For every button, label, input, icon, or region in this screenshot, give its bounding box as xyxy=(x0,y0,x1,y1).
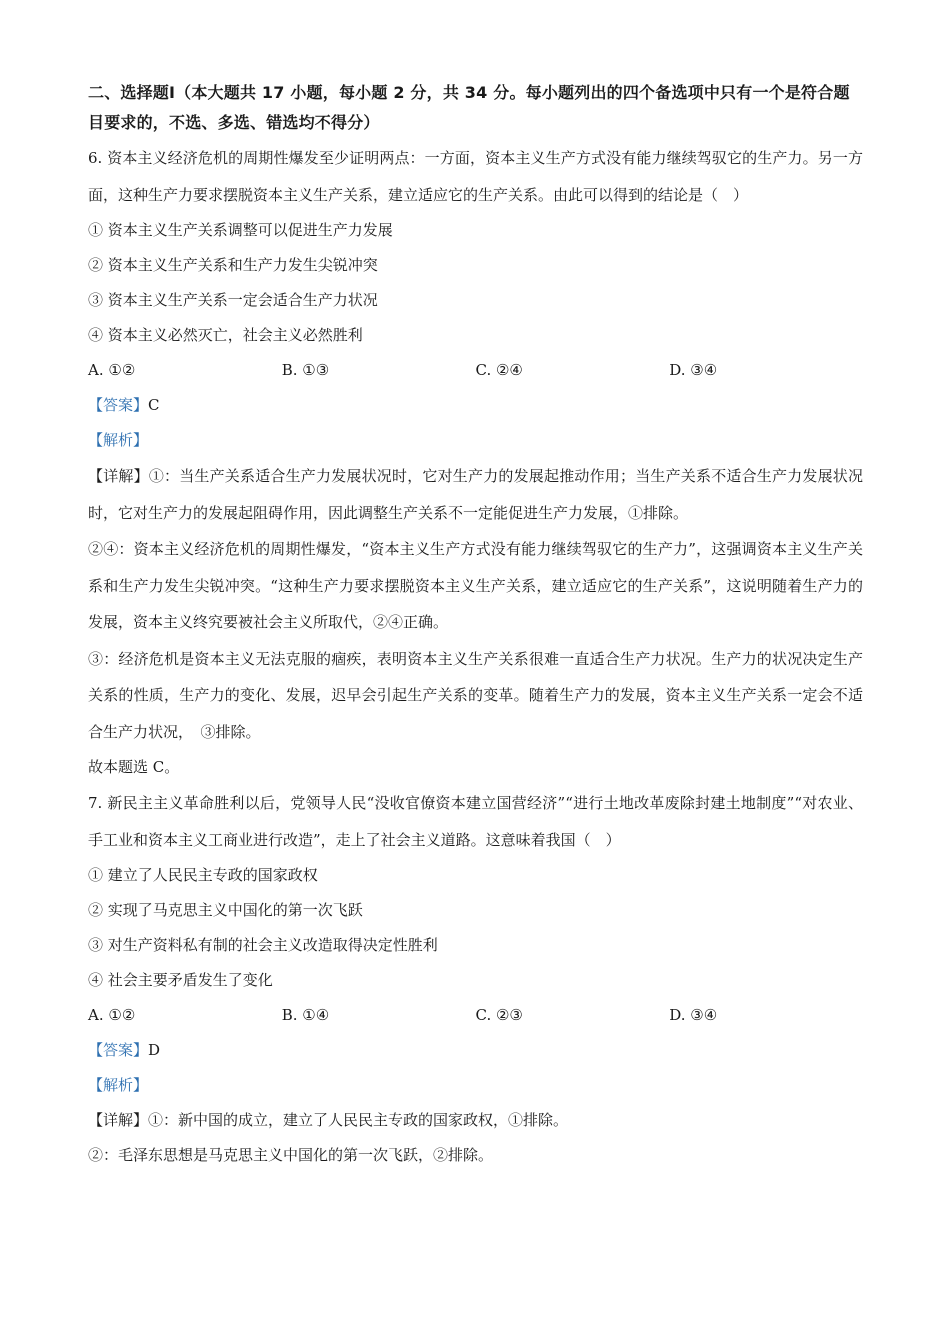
statement-1: ① 资本主义生产关系调整可以促进生产力发展 xyxy=(88,221,393,239)
answer-value: C xyxy=(148,396,160,414)
answer-options xyxy=(88,998,863,1033)
exam-page xyxy=(88,78,863,1173)
statement-1: ① 建立了人民民主专政的国家政权 xyxy=(88,866,318,884)
option-d: D. ③④ xyxy=(669,361,718,379)
option-a: A. ①② xyxy=(88,1006,136,1024)
answer-tag: 【答案】 xyxy=(88,396,149,414)
question-stem: 6. 资本主义经济危机的周期性爆发至少证明两点：一方面，资本主义生产方式没有能力继续驾驭它的生产力。另一方面，这种生产力要求摆脱资本主义生产关系，建立适应它的生产关系。由此可以得到的结论是（ ） xyxy=(88,149,863,204)
statement-4: ④ 社会主要矛盾发生了变化 xyxy=(88,971,273,989)
option-c: C. ②③ xyxy=(475,1006,523,1024)
answer-line xyxy=(88,1033,863,1068)
analysis-text: ①：当生产关系适合生产力发展状况时，它对生产力的发展起推动作用；当生产关系不适合生产力发展状况时，它对生产力的发展起阻碍作用，因此调整生产关系不一定能促进生产力发展，①排除。 xyxy=(88,467,863,522)
question-7 xyxy=(88,785,863,1173)
option-c: C. ②④ xyxy=(475,361,523,379)
option-b: B. ①③ xyxy=(281,361,330,379)
question-stem: 7. 新民主主义革命胜利以后，党领导人民“没收官僚资本建立国营经济”“进行土地改革废除封建土地制度”“对农业、手工业和资本主义工商业进行改造”，走上了社会主义道路。这意味着我国（ ） xyxy=(88,794,863,849)
answer-line xyxy=(88,388,863,423)
answer-value: D xyxy=(148,1041,161,1059)
detail-tag: 【详解】 xyxy=(88,467,149,485)
option-b: B. ①④ xyxy=(281,1006,330,1024)
option-d: D. ③④ xyxy=(669,1006,718,1024)
analysis-tag: 【解析】 xyxy=(88,1076,149,1094)
statement-2: ② 实现了马克思主义中国化的第一次飞跃 xyxy=(88,901,363,919)
analysis-paragraph xyxy=(88,1103,863,1138)
statement-4: ④ 资本主义必然灭亡，社会主义必然胜利 xyxy=(88,326,363,344)
analysis-heading xyxy=(88,1068,863,1103)
question-6 xyxy=(88,140,863,785)
analysis-text: ①：新中国的成立，建立了人民民主专政的国家政权，①排除。 xyxy=(148,1111,569,1129)
answer-options xyxy=(88,353,863,388)
detail-tag: 【详解】 xyxy=(88,1111,149,1129)
option-a: A. ①② xyxy=(88,361,136,379)
analysis-paragraph: ②：毛泽东思想是马克思主义中国化的第一次飞跃，②排除。 xyxy=(88,1146,494,1164)
conclusion-line: 故本题选 C。 xyxy=(88,758,180,776)
analysis-heading xyxy=(88,423,863,458)
answer-tag: 【答案】 xyxy=(88,1041,149,1059)
analysis-paragraph: ②④：资本主义经济危机的周期性爆发，“资本主义生产方式没有能力继续驾驭它的生产力”，这强调资本主义生产关系和生产力发生尖锐冲突。“这种生产力要求摆脱资本主义生产关系，建立适应它的生产关系”，这说明随着生产力的发展，资本主义终究要被社会主义所取代，②④正确。 xyxy=(88,540,863,631)
analysis-tag: 【解析】 xyxy=(88,431,149,449)
statement-2: ② 资本主义生产关系和生产力发生尖锐冲突 xyxy=(88,256,378,274)
analysis-paragraph: ③：经济危机是资本主义无法克服的痼疾，表明资本主义生产关系很难一直适合生产力状况。生产力的状况决定生产关系的性质，生产力的变化、发展，迟早会引起生产关系的变革。随着生产力的发展，资本主义生产关系一定会不适合生产力状况， ③排除。 xyxy=(88,649,863,741)
section-heading: 二、选择题Ⅰ（本大题共 17 小题，每小题 2 分，共 34 分。每小题列出的四个备选项中只有一个是符合题目要求的，不选、多选、错选均不得分） xyxy=(88,83,850,132)
statement-3: ③ 资本主义生产关系一定会适合生产力状况 xyxy=(88,291,378,309)
analysis-paragraph xyxy=(88,458,863,531)
statement-3: ③ 对生产资料私有制的社会主义改造取得决定性胜利 xyxy=(88,936,438,954)
